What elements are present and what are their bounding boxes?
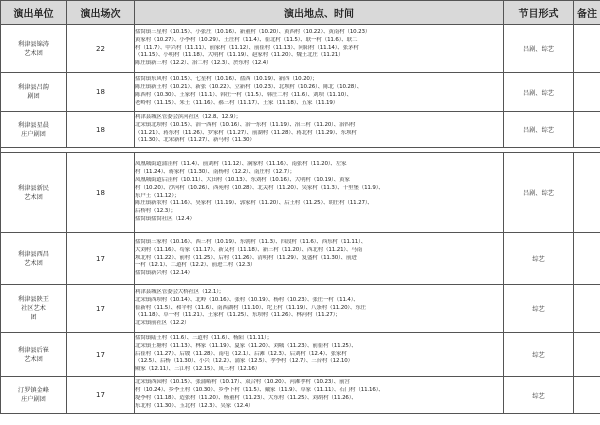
table-row bbox=[1, 25, 600, 73]
table-row bbox=[1, 377, 600, 414]
col-header-unit: 演出单位 bbox=[1, 1, 67, 25]
performance-count: 18 bbox=[67, 73, 135, 112]
performer-unit: 利津县西昌 艺术团 bbox=[1, 233, 67, 285]
venue-schedule: 盐窝镇三星村（10.15）、小张庄（10.16）、新董村（10.20）、黄西村（10.22）、黄南村（10.23） 黄家村（10.27）、小李村（10.29）、王庄村（11.4）、崔北村（11.5）、联一村（11.6）、联二 村（11.7）、中兴村（11.11）、前家村（11.12）、前崔村（11.13）、向阳村（11.14）、张茅村 （11.15）、小明村（11.18）、大明村（11.19）、赵家村（11.20）、魏王北庄（11.21） 陈庄镇新三村（12.2）、治二村（12.3）、於东村（12.4） bbox=[135, 25, 504, 73]
program-form: 吕剧、综艺 bbox=[504, 153, 574, 233]
performer-unit: 汀罗镇金峰 庄户剧团 bbox=[1, 377, 67, 414]
performance-count: 22 bbox=[67, 25, 135, 73]
venue-schedule: 北宋镇西园村（10.15）、张蒲峪村（10.17）、双合村（10.20）、河滩孝村（10.23）、前宫 村（10.24）、乡李王村（10.30）、乡李下村（11.5）、戴家（11.9）、草家（11.11）、石门村（11.16）、 堤李村（11.18）、造张村（11.20）、杨董村（11.23）、大东村（11.25）、刘胡村（11.26）、 东北村（11.30）、玉北村（12.3）、吴家（12.4） bbox=[135, 377, 504, 414]
remarks bbox=[574, 153, 600, 233]
performance-count: 17 bbox=[67, 233, 135, 285]
remarks bbox=[574, 285, 600, 333]
col-header-count: 演出场次 bbox=[67, 1, 135, 25]
table-row bbox=[1, 73, 600, 112]
performer-unit: 利津县新民 艺术团 bbox=[1, 153, 67, 233]
performer-unit: 利津县星晨 庄户剧团 bbox=[1, 112, 67, 148]
program-form: 吕剧、综艺 bbox=[504, 25, 574, 73]
program-form: 综艺 bbox=[504, 285, 574, 333]
venue-schedule: 利津县城区管委会大桥社区（12.1）； 北宋镇西坝村（10.14）、北岭（10.16）、张村（10.19）、杨村（10.23）、张庄一村（11.4）、 崔新村（11.5）、和平村（11.6）、南西湖村（11.10）、坨上村（11.19）、八条村（11.20）、东庄 （11.18）、草一村（11.21）、王家村（11.25）、东坝村（11.26）、林河村（11.27）； 北宋镇前社区（12.2） bbox=[135, 285, 504, 333]
performer-unit: 利津县锦涛 艺术团 bbox=[1, 25, 67, 73]
remarks bbox=[574, 25, 600, 73]
col-header-places: 演出地点、时间 bbox=[135, 1, 504, 25]
program-form: 综艺 bbox=[504, 233, 574, 285]
venue-schedule: 盐窝镇陆王村（11.6）、三道村（11.6）、杨阳（11.11）； 北宋镇王塘村（11.13）、林家（11.19）、夏家（11.20）、刘城（11.23）、前崔村（11.25）、 后崔村（11.27）、后坡（11.28）、南屯（12.1）、后滩（12.3）、后刘村（12.4）、张家村 （12.5）、后杨（11.30）、小兴（12.2）、蒲家（12.5）、孝李村（12.7）、三台村（12.10） 殿家（12.11）、三江村（12.15）、凤三村（12.16） bbox=[135, 333, 504, 377]
program-form: 综艺 bbox=[504, 377, 574, 414]
venue-schedule: 盐窝镇东风村（10.15）、七星村（10.16）、盐西（10.19）、新四（10.20）； 陈庄镇新王村（10.21）、新张（10.22）、立新村（10.23）、北坝村（10.26）、陈北（10.28）、 陈西村（10.30）、王家村（11.1）、韩庄一村（11.5）、韩庄二村（11.6）、刘坝（11.10）、 老岭村（11.15）、朱王（11.16）、郝三村（11.17）、王家（11.18）、五家（11.19） bbox=[135, 73, 504, 112]
col-header-note: 备注 bbox=[574, 1, 600, 25]
performer-unit: 利津县吕韵 剧团 bbox=[1, 73, 67, 112]
col-header-form: 节目形式 bbox=[504, 1, 574, 25]
venue-schedule: 盐窝镇三家村（10.16）、西三村（10.19）、东朝村（11.3）、四段村（11.6）、西东村（11.11）、 大刘村（11.16）、苟家（11.17）、新艾村（11.18）、新三村（11.20）、西北村（11.21）、马南 坝北村（11.22）、前村（11.25）、后村（11.26）、清明村（11.29）、复盛村（11.30）、前进 一村（12.1）、二道村（12.2）、前进二村（12.3） 盐窝镇新兴村（12.14） bbox=[135, 233, 504, 285]
header-row bbox=[1, 1, 600, 25]
performer-unit: 利津县陕王 社区艺术 团 bbox=[1, 285, 67, 333]
table-row bbox=[1, 153, 600, 233]
program-form: 吕剧、综艺 bbox=[504, 112, 574, 148]
performance-count: 17 bbox=[67, 333, 135, 377]
performance-count: 18 bbox=[67, 153, 135, 233]
table-row bbox=[1, 112, 600, 148]
performance-count: 17 bbox=[67, 377, 135, 414]
remarks bbox=[574, 333, 600, 377]
remarks bbox=[574, 233, 600, 285]
performance-count: 18 bbox=[67, 112, 135, 148]
remarks bbox=[574, 73, 600, 112]
performance-count: 17 bbox=[67, 285, 135, 333]
program-form: 综艺 bbox=[504, 333, 574, 377]
venue-schedule: 凤凰城街道蒲洼村（11.4）、前刘村（11.12）、满家村（11.16）、南张村（11.20）、左家 村（11.24）、蒋家村（11.30）、南杨村（12.2）、南庄村（12.7）； 凤凰城街道后洼村（10.11）、大田村（10.13）、东刘村（10.16）、大明村（10.19）、黄家 村（10.20）、沙河村（10.26）、西苑村（10.28）、北关村（11.20）、吴家村（11.3）、十里堡（11.9）、 东户王（11.12）； 陈庄镇新农村（11.16）、昊家村（11.19）、郭家村（11.20）、后王村（11.25）、胡庄村（11.27）、 后桥村（12.3）； 盐窝镇盐窝社区（12.4） bbox=[135, 153, 504, 233]
performer-unit: 利津县后崔 艺术团 bbox=[1, 333, 67, 377]
venue-schedule: 利津县城区管委会滨河社区（12.8、12.9）； 北宋镇北坝村（10.15）、治一西村（10.16）、治一东村（11.19）、治三村（11.20）、治四村 （11.21）、蒋东村（11.26）、罗家村（11.27）、前湖村（11.28）、蒋北村（11.29）、东坝村 （11.30）、北宋新村（11.27）、新马村（11.30） bbox=[135, 112, 504, 148]
program-form: 吕剧、综艺 bbox=[504, 73, 574, 112]
remarks bbox=[574, 112, 600, 148]
table-row bbox=[1, 233, 600, 285]
remarks bbox=[574, 377, 600, 414]
table-row bbox=[1, 285, 600, 333]
table-row bbox=[1, 333, 600, 377]
